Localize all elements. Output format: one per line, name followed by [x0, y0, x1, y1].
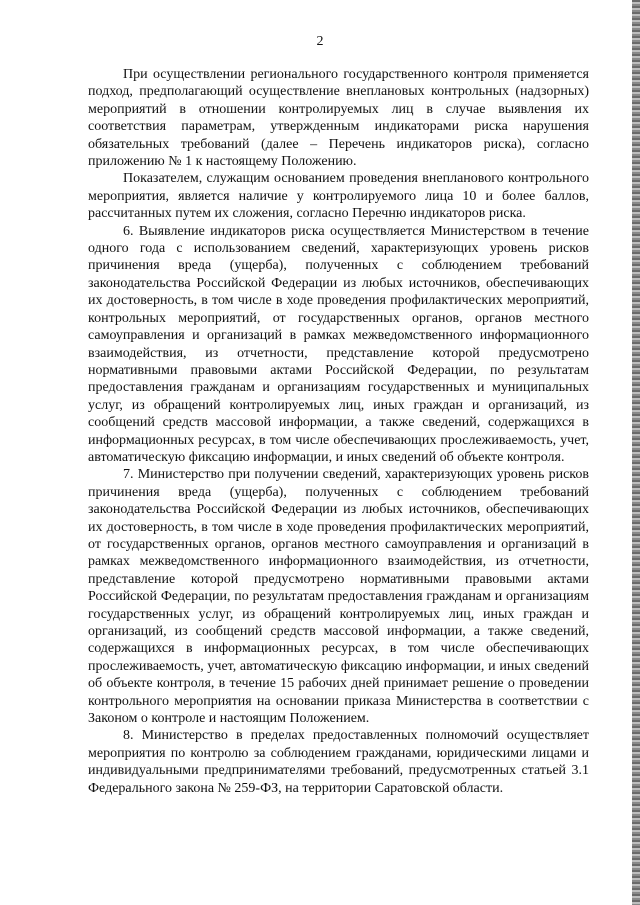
paragraph-risk-indicator-threshold: Показателем, служащим основанием проведения внепланового контрольного мероприятия, является наличие у контролируемого лица 10 и более баллов, рассчитанных путем их сложения, согласно Перечню индикаторов риска.	[88, 171, 589, 222]
paragraph-section-7: 7. Министерство при получении сведений, характеризующих уровень рисков причинения вреда (ущерба), полученных с соблюдением требований законодательства Российской Федерации из любых источников, обеспечивающих их достоверность, в том числе в ходе проведения профилактических мероприятий, от государственных органов, органов местного самоуправления и организаций в рамках межведомственного информационного взаимодействия, из отчетности, представление которой предусмотрено нормативными правовыми актами Российской Федерации, по результатам предоставления гражданам и организациям государственных услуг, из обращений контролируемых лиц, иных граждан и организаций, из сообщений средств массовой информации, а также сведений, содержащихся в информационных ресурсах, в том числе обеспечивающих прослеживаемость, учет, автоматическую фиксацию информации, и иных сведений об объекте контроля, в течение 15 рабочих дней принимает решение о проведении контрольного мероприятия на основании приказа Министерства в соответствии с Законом о контроле и настоящим Положением.	[88, 467, 589, 727]
page-number: 2	[316, 34, 324, 49]
paragraph-section-8: 8. Министерство в пределах предоставленных полномочий осуществляет мероприятия по контролю за соблюдением гражданами, юридическими лицами и индивидуальными предпринимателями требований, предусмотренных статьей 3.1 Федерального закона № 259-ФЗ, на территории Саратовской области.	[88, 728, 589, 796]
paragraph-risk-approach: При осуществлении регионального государственного контроля применяется подход, предполагающий осуществление внеплановых контрольных (надзорных) мероприятий в отношении контролируемых лиц в случае выявления их соответствия параметрам, утвержденным индикаторами риска нарушения обязательных требований (далее – Перечень индикаторов риска), согласно приложению № 1 к настоящему Положению.	[88, 67, 589, 170]
paragraph-section-6: 6. Выявление индикаторов риска осуществляется Министерством в течение одного года с использованием сведений, характеризующих уровень рисков причинения вреда (ущерба), полученных с соблюдением требований законодательства Российской Федерации из любых источников, обеспечивающих их достоверность, в том числе в ходе проведения профилактических мероприятий, контрольных мероприятий, от государственных органов, органов местного самоуправления и организаций в рамках межведомственного информационного взаимодействия, из отчетности, представление которой предусмотрено нормативными правовыми актами Российской Федерации, по результатам предоставления гражданам и организациям государственных и муниципальных услуг, из обращений контролируемых лиц, иных граждан и организаций, из сообщений средств массовой информации, а также сведений, содержащихся в информационных ресурсах, в том числе обеспечивающих прослеживаемость, учет, автоматическую фиксацию информации, и иных сведений об объекте контроля.	[88, 223, 589, 465]
document-body	[88, 66, 589, 797]
scan-edge-border	[632, 0, 640, 905]
